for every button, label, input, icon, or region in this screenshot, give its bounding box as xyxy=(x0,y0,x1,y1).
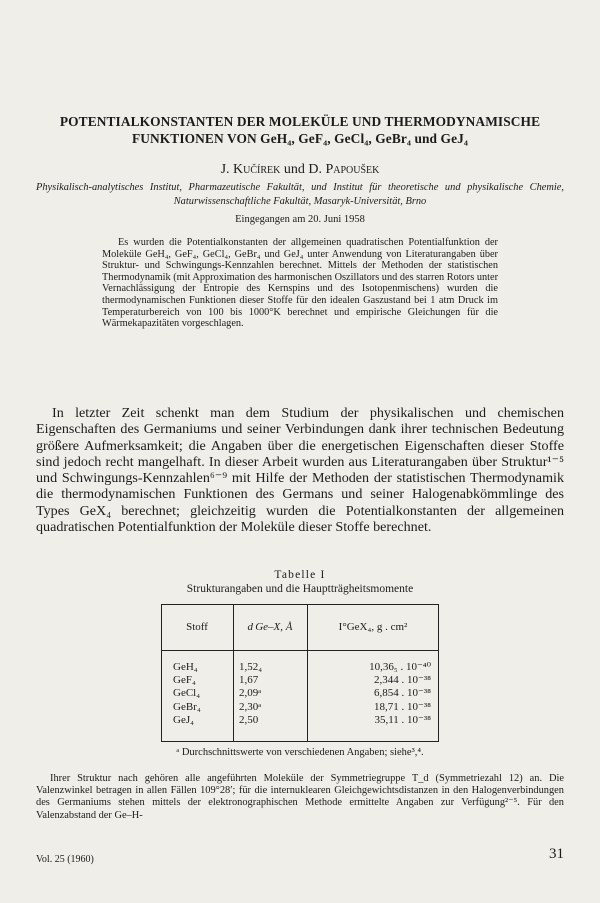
table-header-stoff: Stoff xyxy=(186,621,208,633)
article-title-line-2: FUNKTIONEN VON GeH₄, GeF₄, GeCl₄, GeBr₄ und GeJ₄ xyxy=(131,131,469,146)
table-caption-text: Strukturangaben und die Hauptträgheitsmomente xyxy=(186,583,414,595)
table-column-moment xyxy=(311,661,431,727)
abstract xyxy=(102,237,498,330)
structure-text: Ihrer Struktur nach gehören alle angeführten Moleküle der Symmetriegruppe T_d (Symmetriezahl 12) an. Die Valenzwinkel betragen in allen Fällen 109°28′; für die internuklearen Gleichgewichtsdistanzen in den Halogenverbindungen des Germaniums stehen mittels der elektronographischen Methode ermittelte Angaben zur Verfügung²⁻⁵. Für den Valenzabstand der Ge–H- xyxy=(36,773,564,821)
table-cell: GeCl₄ xyxy=(173,687,201,700)
table-cell: 2,30ᵃ xyxy=(239,700,262,713)
table-label: Tabelle I xyxy=(274,569,326,581)
intro-text: In letzter Zeit schenkt man dem Studium der physikalischen und chemischen Eigenschaften des Germaniums und seiner Verbindungen dank ihrer technischen Bedeutung größere Aufmerksamkeit; die Angaben über die energetischen Eigenschaften dieser Stoffe sind jedoch recht mangelhaft. In dieser Arbeit wurden aus Literaturangaben über Struktur¹⁻⁵ und Schwingungs-Kennzahlen⁶⁻⁹ mit Hilfe der Methoden der statistischen Thermodynamik die thermodynamischen Funktionen des Germans und seiner Halogenabkömmlinge des Types GeX₄ berechnet; gleichzeitig wurden die Potentialkonstanten der allgemeinen quadratischen Potentialfunktion der Moleküle dieser Stoffe berechnet. xyxy=(36,405,564,536)
table-column-distance xyxy=(239,661,307,727)
table-cell: 2,344 . 10⁻³⁸ xyxy=(374,674,431,687)
table-header-rule xyxy=(161,650,439,651)
article-title xyxy=(30,113,570,147)
table-cell: GeBr₄ xyxy=(173,700,201,713)
table-cell: 2,09ᵃ xyxy=(239,687,262,700)
structure-table xyxy=(161,604,439,742)
page-number: 31 xyxy=(549,846,564,862)
table-cell: GeF₄ xyxy=(173,674,196,687)
structure-paragraph xyxy=(36,773,564,822)
table-cell: GeJ₄ xyxy=(173,713,194,726)
table-cell: GeH₄ xyxy=(173,661,198,673)
table-cell: 6,854 . 10⁻³⁸ xyxy=(374,687,431,700)
abstract-text: Es wurden die Potentialkonstanten der allgemeinen quadratischen Potentialfunktion der Moleküle GeH₄, GeF₄, GeCl₄, GeBr₄ und GeJ₄ unter Anwendung von Literaturangaben über Struktur- und Schwingungs-Kennzahlen berechnet. Mittels der Methoden der statistischen Thermodynamik (mit Approximation des harmonischen Oszillators und des starren Rotors unter Vernachlässigung der Entropie des Kernspins und des Isotopenmischens) wurden die thermodynamischen Funktionen dieser Stoffe für den idealen Gaszustand bei 1 atm Druck im Temperaturbereich von 100 bis 1000°K berechnet und empirische Gleichungen für die Wärmekapazitäten vorgeschlagen. xyxy=(102,237,498,330)
table-header-moment: I°GeX₄, g . cm² xyxy=(338,621,408,633)
table-caption xyxy=(0,568,600,596)
author-connector: und xyxy=(283,162,305,177)
table-cell: 1,67 xyxy=(239,674,259,687)
table-footnote: ᵃ Durchschnittswerte von verschiedenen Angaben; siehe³,⁴. xyxy=(176,747,424,758)
author-line xyxy=(0,162,600,178)
table-header-distance: d Ge–X, Å xyxy=(247,621,293,633)
author-1: J. Kučírek xyxy=(220,162,281,177)
table-cell: 10,36₅ . 10⁻⁴⁰ xyxy=(369,661,431,673)
author-2: D. Papoušek xyxy=(308,162,380,177)
journal-volume: Vol. 25 (1960) xyxy=(36,854,94,865)
received-date: Eingegangen am 20. Juni 1958 xyxy=(235,214,365,225)
table-cell: 35,11 . 10⁻³⁸ xyxy=(374,713,431,726)
article-title-line-1: POTENTIALKONSTANTEN DER MOLEKÜLE UND THERMODYNAMISCHE xyxy=(59,114,541,129)
table-cell: 18,71 . 10⁻³⁸ xyxy=(374,700,431,713)
affiliation: Physikalisch-analytisches Institut, Pharmazeutische Fakultät, und Institut für theoretische und physikalische Chemie, Naturwissenschaftliche Fakultät, Masaryk-Universität, Brno xyxy=(36,182,564,207)
table-cell: 2,50 xyxy=(239,713,259,726)
table-cell: 1,52₄ xyxy=(239,661,263,673)
table-column-stoff xyxy=(173,661,233,727)
intro-paragraph xyxy=(36,405,564,535)
